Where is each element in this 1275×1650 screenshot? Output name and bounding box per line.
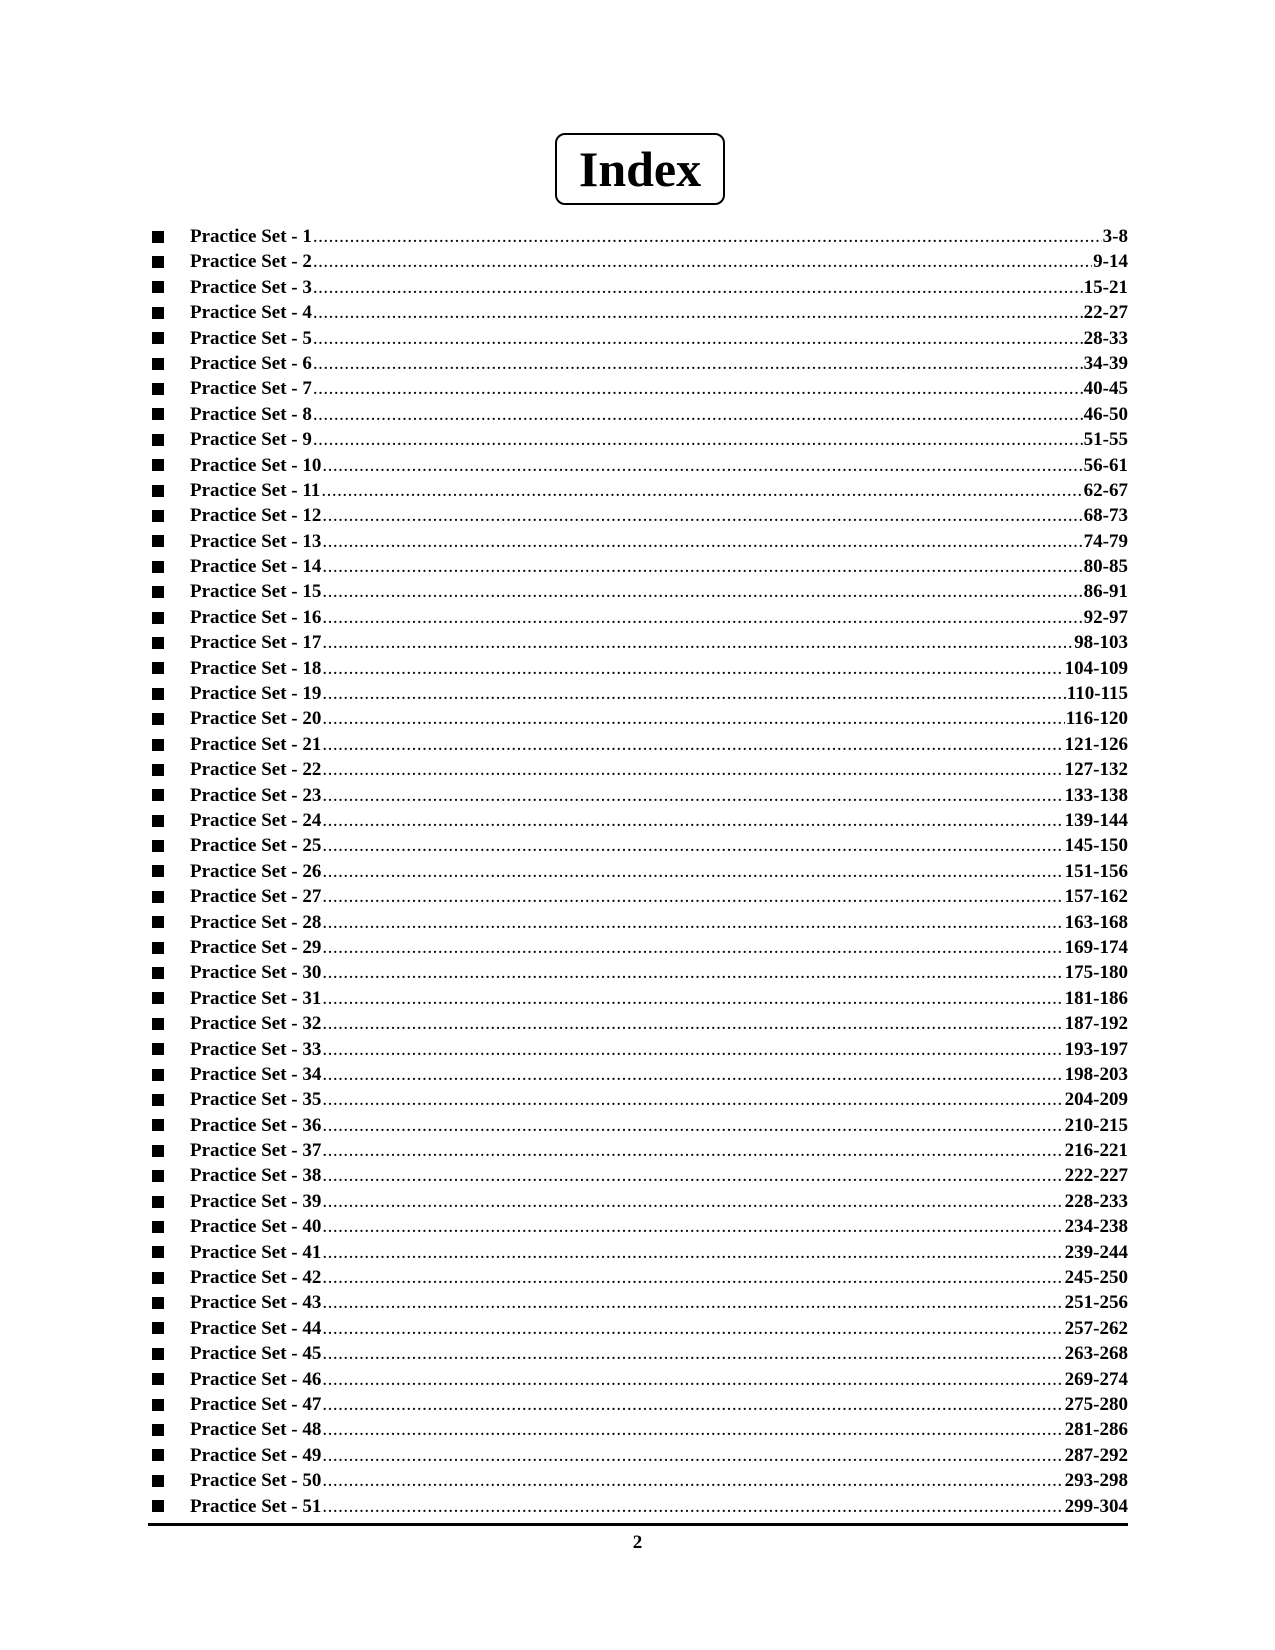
- index-entry[interactable]: [150, 706, 1128, 731]
- entry-page-range: 116-120: [1065, 708, 1128, 730]
- index-entry[interactable]: [150, 605, 1128, 630]
- entry-label: Practice Set - 45: [190, 1343, 322, 1365]
- filled-square-icon: [152, 561, 164, 573]
- filled-square-icon: [152, 815, 164, 827]
- entry-label: Practice Set - 28: [190, 911, 322, 933]
- entry-page-range: 104-109: [1064, 657, 1128, 679]
- index-entry[interactable]: [150, 249, 1128, 274]
- filled-square-icon: [152, 535, 164, 547]
- index-entry[interactable]: [150, 1367, 1128, 1392]
- filled-square-icon: [152, 281, 164, 293]
- entry-page-range: 151-156: [1064, 860, 1128, 882]
- dot-leader: [322, 757, 1063, 782]
- filled-square-icon: [152, 1221, 164, 1233]
- entry-page-range: 34-39: [1083, 352, 1128, 374]
- index-entry[interactable]: [150, 656, 1128, 681]
- entry-page-range: 187-192: [1064, 1013, 1128, 1035]
- entry-label: Practice Set - 15: [190, 581, 322, 603]
- filled-square-icon: [152, 1145, 164, 1157]
- filled-square-icon: [152, 1272, 164, 1284]
- dot-leader: [322, 833, 1063, 858]
- filled-square-icon: [152, 662, 164, 674]
- entry-label: Practice Set - 5: [190, 327, 312, 349]
- entry-page-range: 275-280: [1064, 1393, 1128, 1415]
- entry-page-range: 145-150: [1064, 835, 1128, 857]
- index-entry[interactable]: [150, 1037, 1128, 1062]
- entry-page-range: 121-126: [1064, 733, 1128, 755]
- entry-page-range: 234-238: [1064, 1216, 1128, 1238]
- filled-square-icon: [152, 916, 164, 928]
- index-entry[interactable]: [150, 910, 1128, 935]
- filled-square-icon: [152, 764, 164, 776]
- entry-page-range: 3-8: [1102, 226, 1128, 247]
- entry-label: Practice Set - 14: [190, 556, 322, 578]
- index-entry[interactable]: [150, 478, 1128, 503]
- entry-label: Practice Set - 41: [190, 1241, 322, 1263]
- dot-leader: [322, 1290, 1063, 1315]
- entry-label: Practice Set - 42: [190, 1267, 322, 1289]
- index-entry[interactable]: [150, 453, 1128, 478]
- index-entry[interactable]: [150, 326, 1128, 351]
- index-entry[interactable]: [150, 1138, 1128, 1163]
- index-entry[interactable]: [150, 783, 1128, 808]
- index-entry[interactable]: [150, 732, 1128, 757]
- dot-leader: [322, 1011, 1063, 1036]
- entry-page-range: 281-286: [1064, 1419, 1128, 1441]
- index-entry[interactable]: [150, 1443, 1128, 1468]
- dot-leader: [322, 910, 1063, 935]
- filled-square-icon: [152, 1500, 164, 1512]
- dot-leader: [321, 478, 1082, 503]
- index-entry[interactable]: [150, 1494, 1128, 1519]
- entry-label: Practice Set - 3: [190, 276, 312, 298]
- index-entry[interactable]: [150, 529, 1128, 554]
- filled-square-icon: [152, 1373, 164, 1385]
- filled-square-icon: [152, 332, 164, 344]
- entry-page-range: 263-268: [1064, 1343, 1128, 1365]
- dot-leader: [322, 1417, 1063, 1442]
- entry-page-range: 204-209: [1064, 1089, 1128, 1111]
- entry-label: Practice Set - 23: [190, 784, 322, 806]
- index-entry[interactable]: [150, 1087, 1128, 1112]
- index-entry[interactable]: [150, 1265, 1128, 1290]
- dot-leader: [313, 275, 1083, 300]
- filled-square-icon: [152, 992, 164, 1004]
- entry-page-range: 245-250: [1064, 1267, 1128, 1289]
- entry-page-range: 133-138: [1064, 784, 1128, 806]
- entry-page-range: 163-168: [1064, 911, 1128, 933]
- entry-page-range: 28-33: [1083, 327, 1128, 349]
- dot-leader: [322, 783, 1063, 808]
- dot-leader: [322, 1163, 1063, 1188]
- dot-leader: [322, 1468, 1063, 1493]
- filled-square-icon: [152, 1043, 164, 1055]
- filled-square-icon: [152, 612, 164, 624]
- entry-page-range: 68-73: [1083, 505, 1128, 527]
- index-list: [150, 224, 1128, 1519]
- entry-page-range: 139-144: [1064, 809, 1128, 831]
- entry-label: Practice Set - 39: [190, 1190, 322, 1212]
- index-entry[interactable]: [150, 935, 1128, 960]
- dot-leader: [322, 935, 1063, 960]
- entry-page-range: 216-221: [1064, 1140, 1128, 1162]
- index-entry[interactable]: [150, 503, 1128, 528]
- filled-square-icon: [152, 1094, 164, 1106]
- entry-label: Practice Set - 13: [190, 530, 322, 552]
- index-title-box: [555, 133, 725, 205]
- entry-page-range: 62-67: [1083, 479, 1128, 501]
- dot-leader: [313, 427, 1083, 452]
- entry-label: Practice Set - 40: [190, 1216, 322, 1238]
- entry-label: Practice Set - 2: [190, 251, 312, 273]
- dot-leader: [313, 224, 1102, 249]
- filled-square-icon: [152, 637, 164, 649]
- dot-leader: [322, 630, 1073, 655]
- entry-label: Practice Set - 24: [190, 809, 322, 831]
- filled-square-icon: [152, 1196, 164, 1208]
- filled-square-icon: [152, 891, 164, 903]
- entry-page-range: 22-27: [1083, 302, 1128, 324]
- entry-page-range: 86-91: [1083, 581, 1128, 603]
- entry-label: Practice Set - 48: [190, 1419, 322, 1441]
- dot-leader: [313, 351, 1083, 376]
- entry-label: Practice Set - 11: [190, 479, 321, 501]
- index-entry[interactable]: [150, 808, 1128, 833]
- filled-square-icon: [152, 1018, 164, 1030]
- entry-label: Practice Set - 19: [190, 683, 322, 705]
- dot-leader: [322, 529, 1082, 554]
- index-entry[interactable]: [150, 630, 1128, 655]
- entry-page-range: 293-298: [1064, 1470, 1128, 1492]
- index-entry[interactable]: [150, 275, 1128, 300]
- dot-leader: [322, 681, 1065, 706]
- index-entry[interactable]: [150, 402, 1128, 427]
- dot-leader: [322, 1240, 1063, 1265]
- index-entry[interactable]: [150, 757, 1128, 782]
- entry-label: Practice Set - 46: [190, 1368, 322, 1390]
- filled-square-icon: [152, 1322, 164, 1334]
- dot-leader: [322, 1037, 1063, 1062]
- entry-page-range: 9-14: [1093, 251, 1128, 273]
- dot-leader: [322, 884, 1063, 909]
- index-entry[interactable]: [150, 1189, 1128, 1214]
- dot-leader: [322, 808, 1063, 833]
- index-entry[interactable]: [150, 1113, 1128, 1138]
- bottom-divider: [148, 1523, 1128, 1526]
- dot-leader: [322, 1189, 1063, 1214]
- entry-page-range: 40-45: [1083, 378, 1128, 400]
- entry-label: Practice Set - 51: [190, 1495, 322, 1517]
- entry-label: Practice Set - 27: [190, 886, 322, 908]
- entry-label: Practice Set - 4: [190, 302, 312, 324]
- entry-label: Practice Set - 49: [190, 1444, 322, 1466]
- entry-page-range: 51-55: [1083, 429, 1128, 451]
- dot-leader: [322, 1113, 1063, 1138]
- dot-leader: [313, 249, 1092, 274]
- index-entry[interactable]: [150, 351, 1128, 376]
- entry-page-range: 110-115: [1066, 683, 1128, 705]
- filled-square-icon: [152, 1246, 164, 1258]
- dot-leader: [322, 706, 1064, 731]
- entry-label: Practice Set - 12: [190, 505, 322, 527]
- entry-label: Practice Set - 21: [190, 733, 322, 755]
- entry-label: Practice Set - 6: [190, 352, 312, 374]
- dot-leader: [322, 1341, 1063, 1366]
- dot-leader: [322, 986, 1063, 1011]
- dot-leader: [322, 1392, 1063, 1417]
- dot-leader: [322, 453, 1082, 478]
- entry-label: Practice Set - 16: [190, 606, 322, 628]
- entry-page-range: 193-197: [1064, 1038, 1128, 1060]
- filled-square-icon: [152, 485, 164, 497]
- index-entry[interactable]: [150, 986, 1128, 1011]
- filled-square-icon: [152, 1297, 164, 1309]
- index-entry[interactable]: [150, 681, 1128, 706]
- entry-page-range: 175-180: [1064, 962, 1128, 984]
- entry-page-range: 127-132: [1064, 759, 1128, 781]
- dot-leader: [322, 960, 1063, 985]
- entry-label: Practice Set - 44: [190, 1317, 322, 1339]
- entry-label: Practice Set - 26: [190, 860, 322, 882]
- entry-page-range: 287-292: [1064, 1444, 1128, 1466]
- entry-label: Practice Set - 31: [190, 987, 322, 1009]
- entry-page-range: 169-174: [1064, 936, 1128, 958]
- entry-label: Practice Set - 20: [190, 708, 322, 730]
- filled-square-icon: [152, 739, 164, 751]
- index-entry[interactable]: [150, 1417, 1128, 1442]
- entry-page-range: 222-227: [1064, 1165, 1128, 1187]
- filled-square-icon: [152, 713, 164, 725]
- entry-label: Practice Set - 47: [190, 1393, 322, 1415]
- dot-leader: [322, 1062, 1063, 1087]
- filled-square-icon: [152, 408, 164, 420]
- filled-square-icon: [152, 1424, 164, 1436]
- index-entry[interactable]: [150, 1290, 1128, 1315]
- entry-page-range: 80-85: [1083, 556, 1128, 578]
- entry-page-range: 299-304: [1064, 1495, 1128, 1517]
- entry-label: Practice Set - 22: [190, 759, 322, 781]
- entry-label: Practice Set - 18: [190, 657, 322, 679]
- dot-leader: [313, 300, 1083, 325]
- index-entry[interactable]: [150, 960, 1128, 985]
- dot-leader: [322, 1265, 1063, 1290]
- entry-page-range: 257-262: [1064, 1317, 1128, 1339]
- index-entry[interactable]: [150, 300, 1128, 325]
- entry-page-range: 46-50: [1083, 403, 1128, 425]
- filled-square-icon: [152, 1119, 164, 1131]
- index-entry[interactable]: [150, 1316, 1128, 1341]
- dot-leader: [322, 1494, 1063, 1519]
- index-entry[interactable]: [150, 224, 1128, 249]
- page-title: Index: [578, 141, 702, 197]
- entry-page-range: 181-186: [1064, 987, 1128, 1009]
- dot-leader: [313, 326, 1083, 351]
- entry-label: Practice Set - 32: [190, 1013, 322, 1035]
- entry-label: Practice Set - 38: [190, 1165, 322, 1187]
- index-entry[interactable]: [150, 1392, 1128, 1417]
- filled-square-icon: [152, 307, 164, 319]
- entry-label: Practice Set - 36: [190, 1114, 322, 1136]
- entry-label: Practice Set - 9: [190, 429, 312, 451]
- filled-square-icon: [152, 1170, 164, 1182]
- entry-label: Practice Set - 17: [190, 632, 322, 654]
- dot-leader: [322, 1087, 1063, 1112]
- entry-label: Practice Set - 37: [190, 1140, 322, 1162]
- filled-square-icon: [152, 1399, 164, 1411]
- index-entry[interactable]: [150, 1240, 1128, 1265]
- dot-leader: [313, 376, 1083, 401]
- dot-leader: [322, 579, 1082, 604]
- index-entry[interactable]: [150, 376, 1128, 401]
- filled-square-icon: [152, 1449, 164, 1461]
- index-entry[interactable]: [150, 1011, 1128, 1036]
- entry-label: Practice Set - 50: [190, 1470, 322, 1492]
- index-entry[interactable]: [150, 579, 1128, 604]
- filled-square-icon: [152, 434, 164, 446]
- filled-square-icon: [152, 459, 164, 471]
- entry-page-range: 98-103: [1074, 632, 1128, 654]
- dot-leader: [322, 1214, 1063, 1239]
- filled-square-icon: [152, 865, 164, 877]
- filled-square-icon: [152, 510, 164, 522]
- page-number: 2: [632, 1532, 643, 1553]
- filled-square-icon: [152, 383, 164, 395]
- entry-page-range: 210-215: [1064, 1114, 1128, 1136]
- filled-square-icon: [152, 967, 164, 979]
- filled-square-icon: [152, 789, 164, 801]
- index-entry[interactable]: [150, 427, 1128, 452]
- index-entry[interactable]: [150, 833, 1128, 858]
- dot-leader: [322, 732, 1063, 757]
- entry-page-range: 157-162: [1064, 886, 1128, 908]
- entry-page-range: 15-21: [1083, 276, 1128, 298]
- dot-leader: [322, 1316, 1063, 1341]
- entry-label: Practice Set - 25: [190, 835, 322, 857]
- filled-square-icon: [152, 1475, 164, 1487]
- index-entry[interactable]: [150, 554, 1128, 579]
- dot-leader: [322, 1367, 1063, 1392]
- dot-leader: [322, 1443, 1063, 1468]
- dot-leader: [322, 605, 1082, 630]
- entry-label: Practice Set - 43: [190, 1292, 322, 1314]
- index-entry[interactable]: [150, 1341, 1128, 1366]
- dot-leader: [322, 554, 1082, 579]
- entry-label: Practice Set - 33: [190, 1038, 322, 1060]
- dot-leader: [322, 656, 1063, 681]
- filled-square-icon: [152, 1069, 164, 1081]
- entry-label: Practice Set - 1: [190, 226, 312, 247]
- entry-label: Practice Set - 8: [190, 403, 312, 425]
- filled-square-icon: [152, 688, 164, 700]
- index-entry[interactable]: [150, 859, 1128, 884]
- entry-label: Practice Set - 10: [190, 454, 322, 476]
- index-entry[interactable]: [150, 1062, 1128, 1087]
- entry-page-range: 56-61: [1083, 454, 1128, 476]
- entry-label: Practice Set - 7: [190, 378, 312, 400]
- entry-label: Practice Set - 30: [190, 962, 322, 984]
- dot-leader: [322, 1138, 1063, 1163]
- entry-label: Practice Set - 29: [190, 936, 322, 958]
- filled-square-icon: [152, 586, 164, 598]
- filled-square-icon: [152, 840, 164, 852]
- index-entry[interactable]: [150, 1163, 1128, 1188]
- filled-square-icon: [152, 231, 164, 243]
- entry-page-range: 228-233: [1064, 1190, 1128, 1212]
- index-entry[interactable]: [150, 1214, 1128, 1239]
- filled-square-icon: [152, 358, 164, 370]
- filled-square-icon: [152, 256, 164, 268]
- index-entry[interactable]: [150, 884, 1128, 909]
- entry-page-range: 74-79: [1083, 530, 1128, 552]
- entry-label: Practice Set - 35: [190, 1089, 322, 1111]
- entry-label: Practice Set - 34: [190, 1063, 322, 1085]
- entry-page-range: 92-97: [1083, 606, 1128, 628]
- entry-page-range: 198-203: [1064, 1063, 1128, 1085]
- filled-square-icon: [152, 1348, 164, 1360]
- filled-square-icon: [152, 942, 164, 954]
- entry-page-range: 269-274: [1064, 1368, 1128, 1390]
- dot-leader: [322, 859, 1063, 884]
- index-entry[interactable]: [150, 1468, 1128, 1493]
- dot-leader: [322, 503, 1082, 528]
- entry-page-range: 251-256: [1064, 1292, 1128, 1314]
- entry-page-range: 239-244: [1064, 1241, 1128, 1263]
- dot-leader: [313, 402, 1083, 427]
